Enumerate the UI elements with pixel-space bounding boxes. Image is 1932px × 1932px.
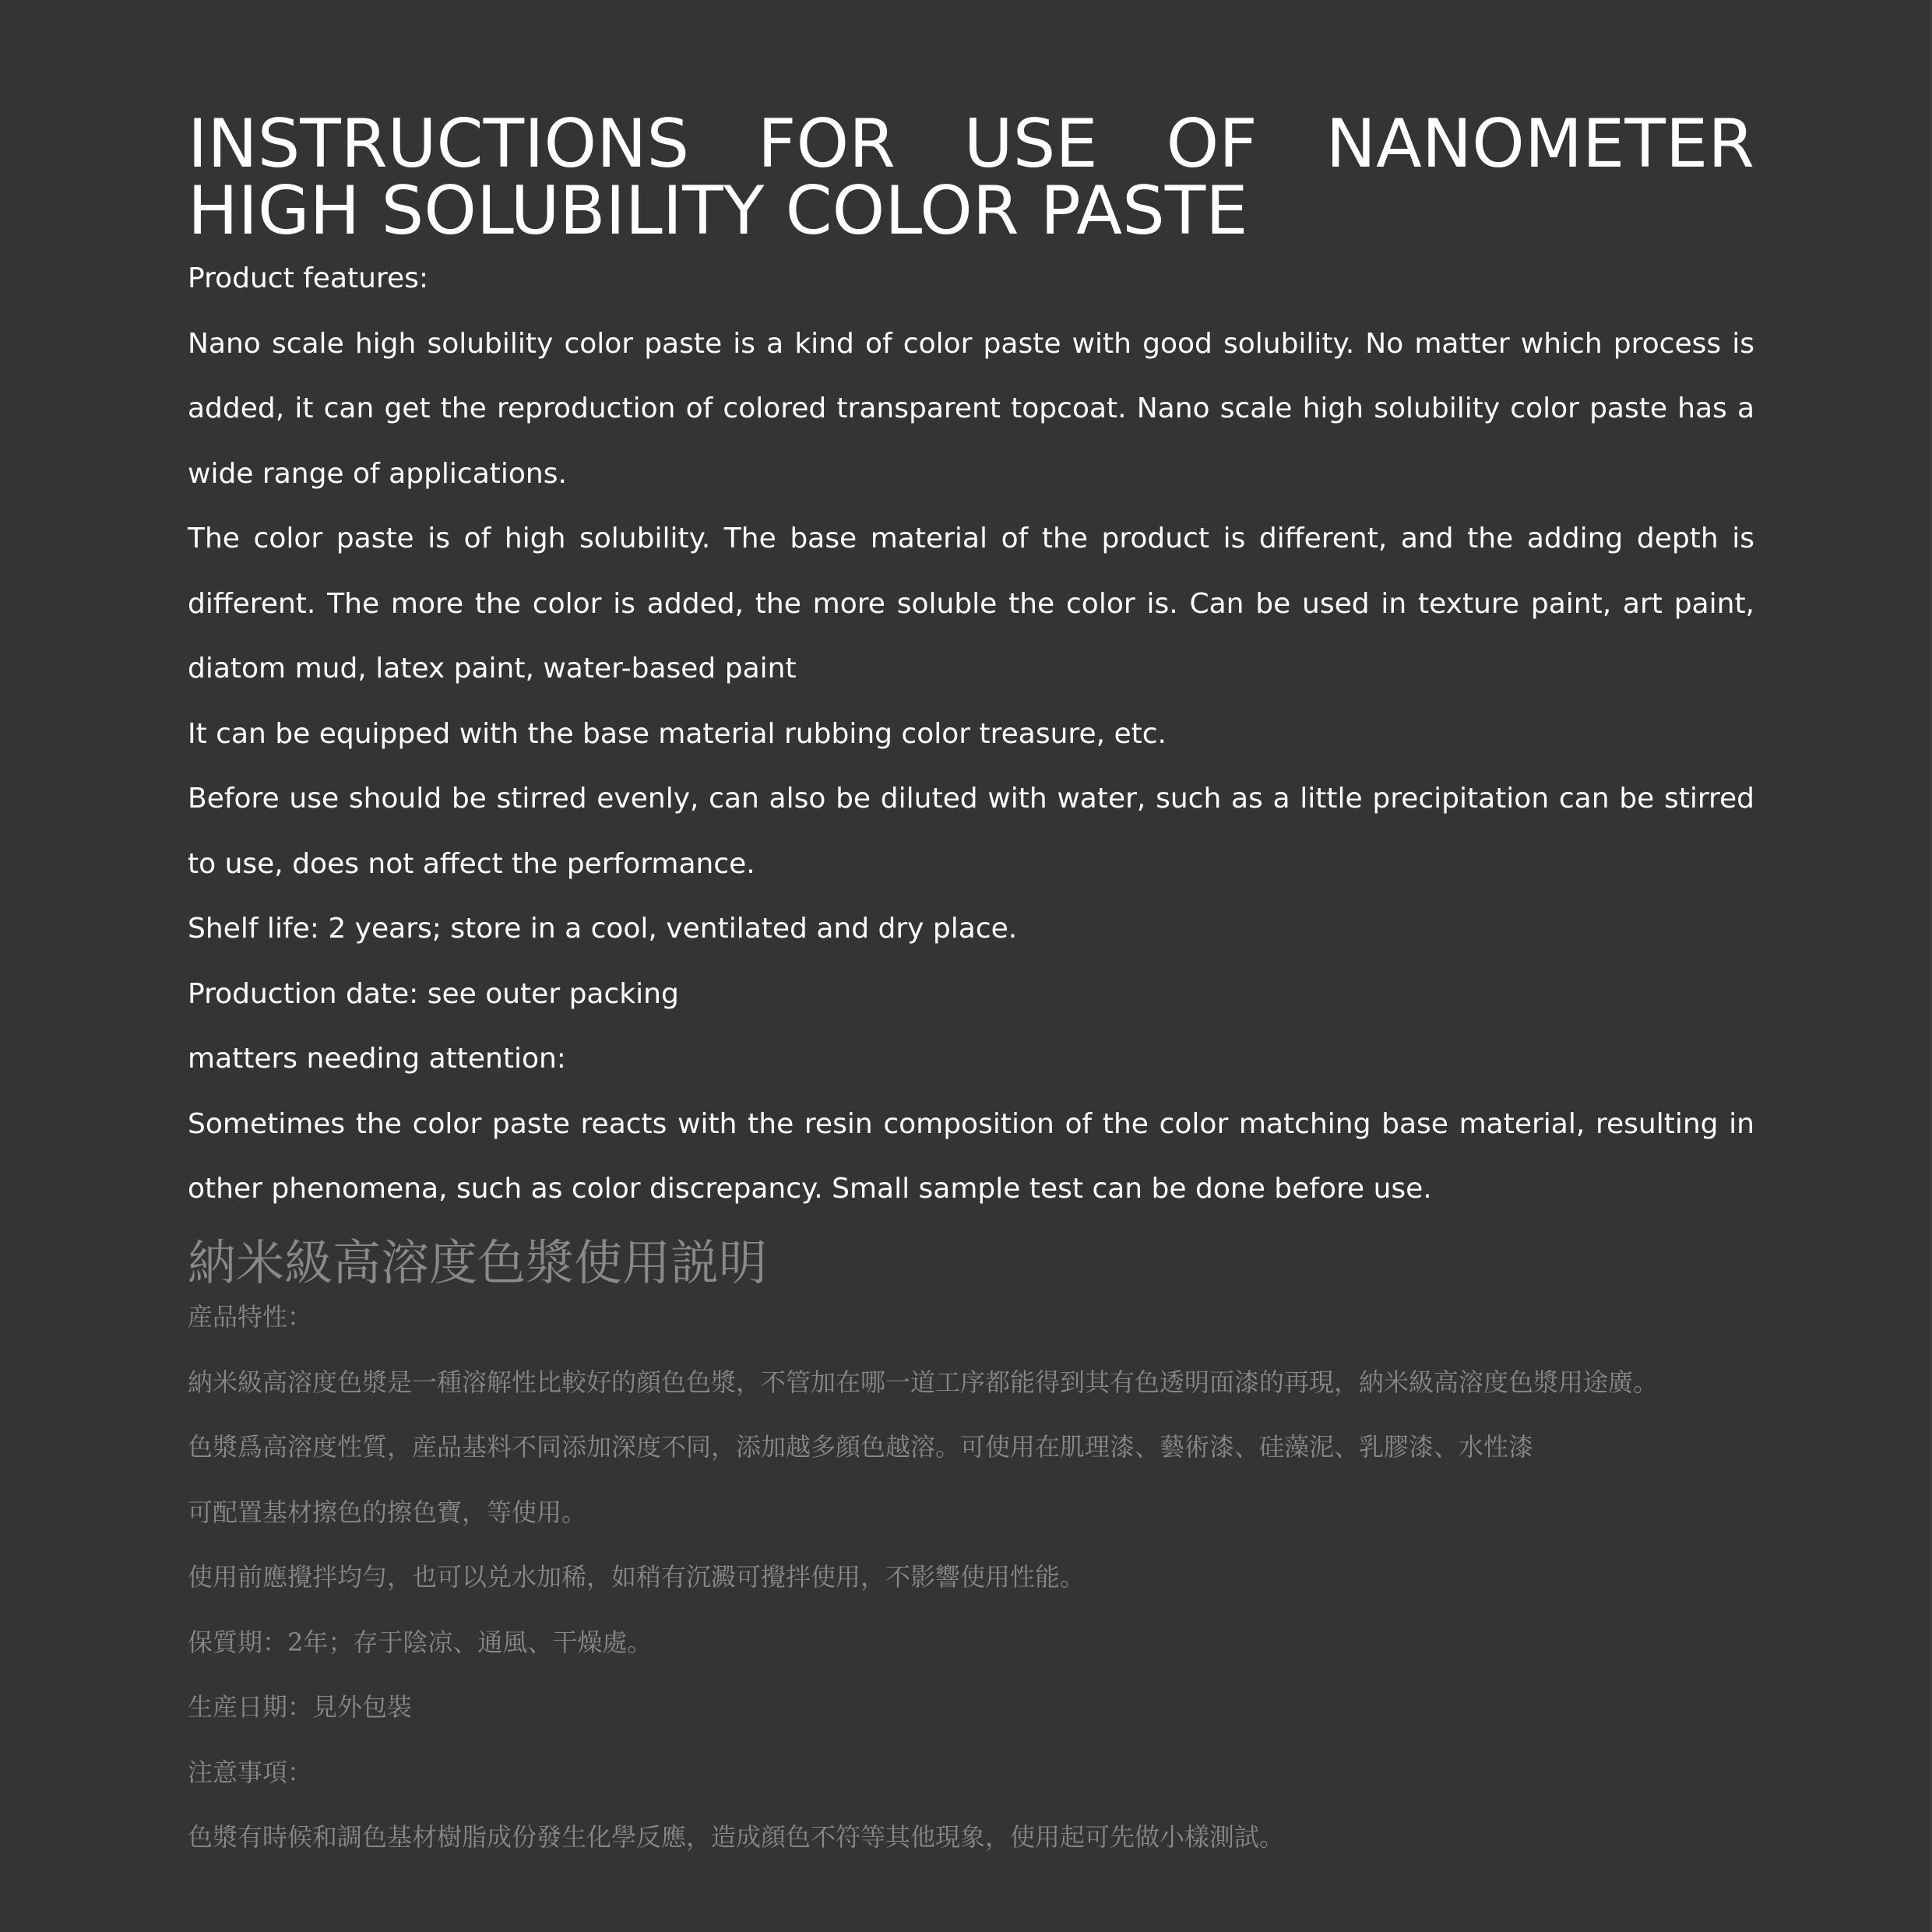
en-product-features-heading: Product features:: [188, 262, 428, 294]
english-body: [188, 246, 1754, 1222]
chinese-title: 納米級高溶度色漿使用説明: [188, 1234, 768, 1291]
zh-paragraph-description: 納米級高溶度色漿是一種溶解性比較好的顔色色漿，不管加在哪一道工序都能得到其有色透明面漆的再現，納米級高溶度色漿用途廣。: [188, 1367, 1659, 1397]
en-paragraph-solubility: The color paste is of high solubility. The base material of the product is different, and the adding depth is different. The more the color is added, the more soluble the color is. Can be used in texture paint, art paint, diatom mud, latex paint, water-based paint: [188, 523, 1754, 684]
zh-attention-heading: 注意事項：: [188, 1757, 313, 1787]
en-production-date: Production date: see outer packing: [188, 977, 679, 1010]
zh-paragraph-equipment: 可配置基材擦色的擦色寶，等使用。: [188, 1497, 587, 1527]
zh-paragraph-before-use: 使用前應攪拌均勻，也可以兑水加稀，如稍有沉澱可攪拌使用，不影響使用性能。: [188, 1562, 1086, 1592]
en-paragraph-equipment: It can be equipped with the base material rubbing color treasure, etc.: [188, 717, 1167, 750]
zh-paragraph-solubility: 色漿爲高溶度性質，産品基料不同添加深度不同，添加越多顔色越溶。可使用在肌理漆、藝術漆、硅藻泥、乳膠漆、水性漆: [188, 1432, 1534, 1462]
en-attention-heading: matters needing attention:: [188, 1043, 566, 1075]
en-paragraph-attention: Sometimes the color paste reacts with the resin composition of the color matching base material, resulting in other phenomena, such as color discrepancy. Small sample test can be done before use.: [188, 1107, 1754, 1205]
zh-production-date: 生産日期：見外包裝: [188, 1692, 413, 1722]
english-title: INSTRUCTIONS FOR USE OF NANOMETER HIGH SOLUBILITY COLOR PASTE: [188, 105, 1754, 250]
chinese-body: [188, 1285, 1754, 1870]
en-paragraph-before-use: Before use should be stirred evenly, can also be diluted with water, such as a little precipitation can be stirred to use, does not affect the performance.: [188, 783, 1754, 880]
zh-shelf-life: 保質期：2年；存于陰凉、通風、干燥處。: [188, 1627, 653, 1657]
zh-product-features-heading: 産品特性：: [188, 1302, 313, 1332]
en-shelf-life: Shelf life: 2 years; store in a cool, ventilated and dry place.: [188, 913, 1018, 945]
zh-paragraph-attention: 色漿有時候和調色基材樹脂成份發生化學反應，造成顔色不符等其他現象，使用起可先做小樣測試。: [188, 1822, 1285, 1852]
en-paragraph-description: Nano scale high solubility color paste is a kind of color paste with good solubility. No matter which process is added, it can get the reproduction of colored transparent topcoat. Nano scale high solubility color paste has a wide range of applications.: [188, 327, 1754, 490]
